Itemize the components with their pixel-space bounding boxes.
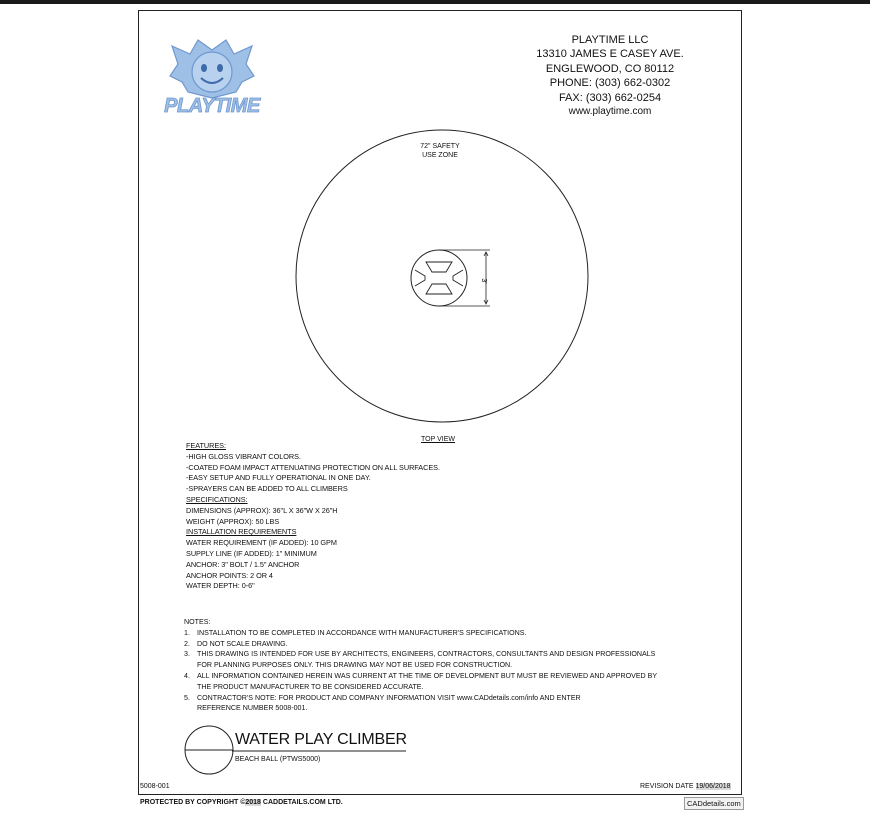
installation-item: WATER DEPTH: 0-6" bbox=[186, 581, 255, 591]
copyright-year: 2018 bbox=[245, 799, 261, 806]
note-item-continued bbox=[184, 682, 657, 693]
note-number: 5. bbox=[184, 693, 190, 702]
note-item-continued bbox=[184, 703, 657, 714]
sheet-number: 5008-001 bbox=[140, 783, 170, 790]
company-address-1: 13310 JAMES E CASEY AVE. bbox=[536, 48, 684, 61]
installation-item: ANCHOR: 3" BOLT / 1.5" ANCHOR bbox=[186, 559, 300, 569]
note-text: ALL INFORMATION CONTAINED HEREIN WAS CURRENT AT THE TIME OF DEVELOPMENT BUT MUST BE REVIEWED AND APPROVED BY bbox=[197, 671, 658, 680]
specification-item: DIMENSIONS (APPROX): 36"L X 36"W X 26"H bbox=[186, 505, 338, 515]
revision-block bbox=[640, 783, 731, 790]
feature-item: -EASY SETUP AND FULLY OPERATIONAL IN ONE DAY. bbox=[186, 473, 371, 483]
climber-outline bbox=[411, 250, 467, 306]
note-number: 3. bbox=[184, 650, 190, 659]
note-item bbox=[184, 671, 657, 682]
note-item bbox=[184, 693, 657, 704]
product-specifications bbox=[186, 441, 440, 592]
revision-label: REVISION DATE bbox=[640, 783, 694, 790]
company-fax: FAX: (303) 662-0254 bbox=[558, 91, 662, 104]
drawing-title: WATER PLAY CLIMBER bbox=[235, 731, 407, 748]
note-number: 4. bbox=[184, 671, 190, 680]
copyright-suffix: CADDETAILS.COM LTD. bbox=[260, 799, 343, 806]
specification-item: WEIGHT (APPROX): 50 LBS bbox=[186, 516, 280, 526]
note-item bbox=[184, 649, 657, 660]
installation-item: ANCHOR POINTS: 2 OR 4 bbox=[186, 570, 273, 580]
notes-heading: NOTES: bbox=[184, 618, 211, 626]
safety-zone-circle bbox=[296, 130, 588, 422]
specifications-heading: SPECIFICATIONS: bbox=[186, 494, 248, 504]
installation-item: SUPPLY LINE (IF ADDED): 1" MINIMUM bbox=[186, 548, 317, 558]
feature-item: -SPRAYERS CAN BE ADDED TO ALL CLIMBERS bbox=[186, 484, 348, 494]
safety-zone-label-line-2: USE ZONE bbox=[422, 152, 458, 159]
note-text: REFERENCE NUMBER 5008-001. bbox=[197, 704, 308, 713]
company-website[interactable]: www.playtime.com bbox=[568, 106, 652, 118]
note-item-continued bbox=[184, 660, 657, 671]
note-number: 1. bbox=[184, 628, 190, 637]
note-text: INSTALLATION TO BE COMPLETED IN ACCORDANCE WITH MANUFACTURER'S SPECIFICATIONS. bbox=[197, 628, 527, 637]
features-heading: FEATURES: bbox=[186, 441, 226, 450]
copyright-prefix: PROTECTED BY COPYRIGHT © bbox=[140, 799, 246, 806]
note-text: CONTRACTOR'S NOTE: FOR PRODUCT AND COMPANY INFORMATION VISIT www.CADdetails.com/info AND ENTER bbox=[197, 693, 581, 702]
caddetails-badge[interactable]: CADdetails.com bbox=[684, 797, 744, 810]
note-text: THE PRODUCT MANUFACTURER TO BE CONSIDERED ACCURATE. bbox=[197, 682, 424, 691]
beach-ball-segments bbox=[415, 262, 463, 294]
note-text: FOR PLANNING PURPOSES ONLY. THIS DRAWING MAY NOT BE USED FOR CONSTRUCTION. bbox=[197, 661, 513, 670]
installation-item: WATER REQUIREMENT (IF ADDED): 10 GPM bbox=[186, 538, 337, 548]
installation-heading: INSTALLATION REQUIREMENTS bbox=[186, 527, 297, 537]
note-text: DO NOT SCALE DRAWING. bbox=[197, 639, 288, 648]
feature-item: -HIGH GLOSS VIBRANT COLORS. bbox=[186, 451, 301, 461]
note-item bbox=[184, 639, 657, 650]
notes-section bbox=[184, 617, 657, 714]
company-name: PLAYTIME LLC bbox=[571, 34, 649, 46]
logo-text: PLAYTIME bbox=[164, 95, 260, 117]
note-number: 2. bbox=[184, 639, 190, 648]
revision-date: 19/06/2018 bbox=[695, 783, 731, 790]
dimension-label: 3' bbox=[480, 278, 487, 284]
feature-item: -COATED FOAM IMPACT ATTENUATING PROTECTION ON ALL SURFACES. bbox=[186, 462, 440, 472]
company-address-2: ENGLEWOOD, CO 80112 bbox=[545, 62, 675, 75]
company-phone: PHONE: (303) 662-0302 bbox=[549, 77, 671, 90]
copyright-notice bbox=[140, 799, 343, 806]
note-text: THIS DRAWING IS INTENDED FOR USE BY ARCHITECTS, ENGINEERS, CONTRACTORS, CONSULTANTS AND DESIGN PROFESSIONALS bbox=[197, 650, 656, 659]
safety-zone-label-line-1: 72" SAFETY bbox=[420, 143, 460, 150]
drawing-subtitle: BEACH BALL (PTWS5000) bbox=[235, 756, 321, 763]
safety-zone-label bbox=[402, 142, 478, 160]
view-label: TOP VIEW bbox=[421, 436, 455, 443]
note-item bbox=[184, 628, 657, 639]
